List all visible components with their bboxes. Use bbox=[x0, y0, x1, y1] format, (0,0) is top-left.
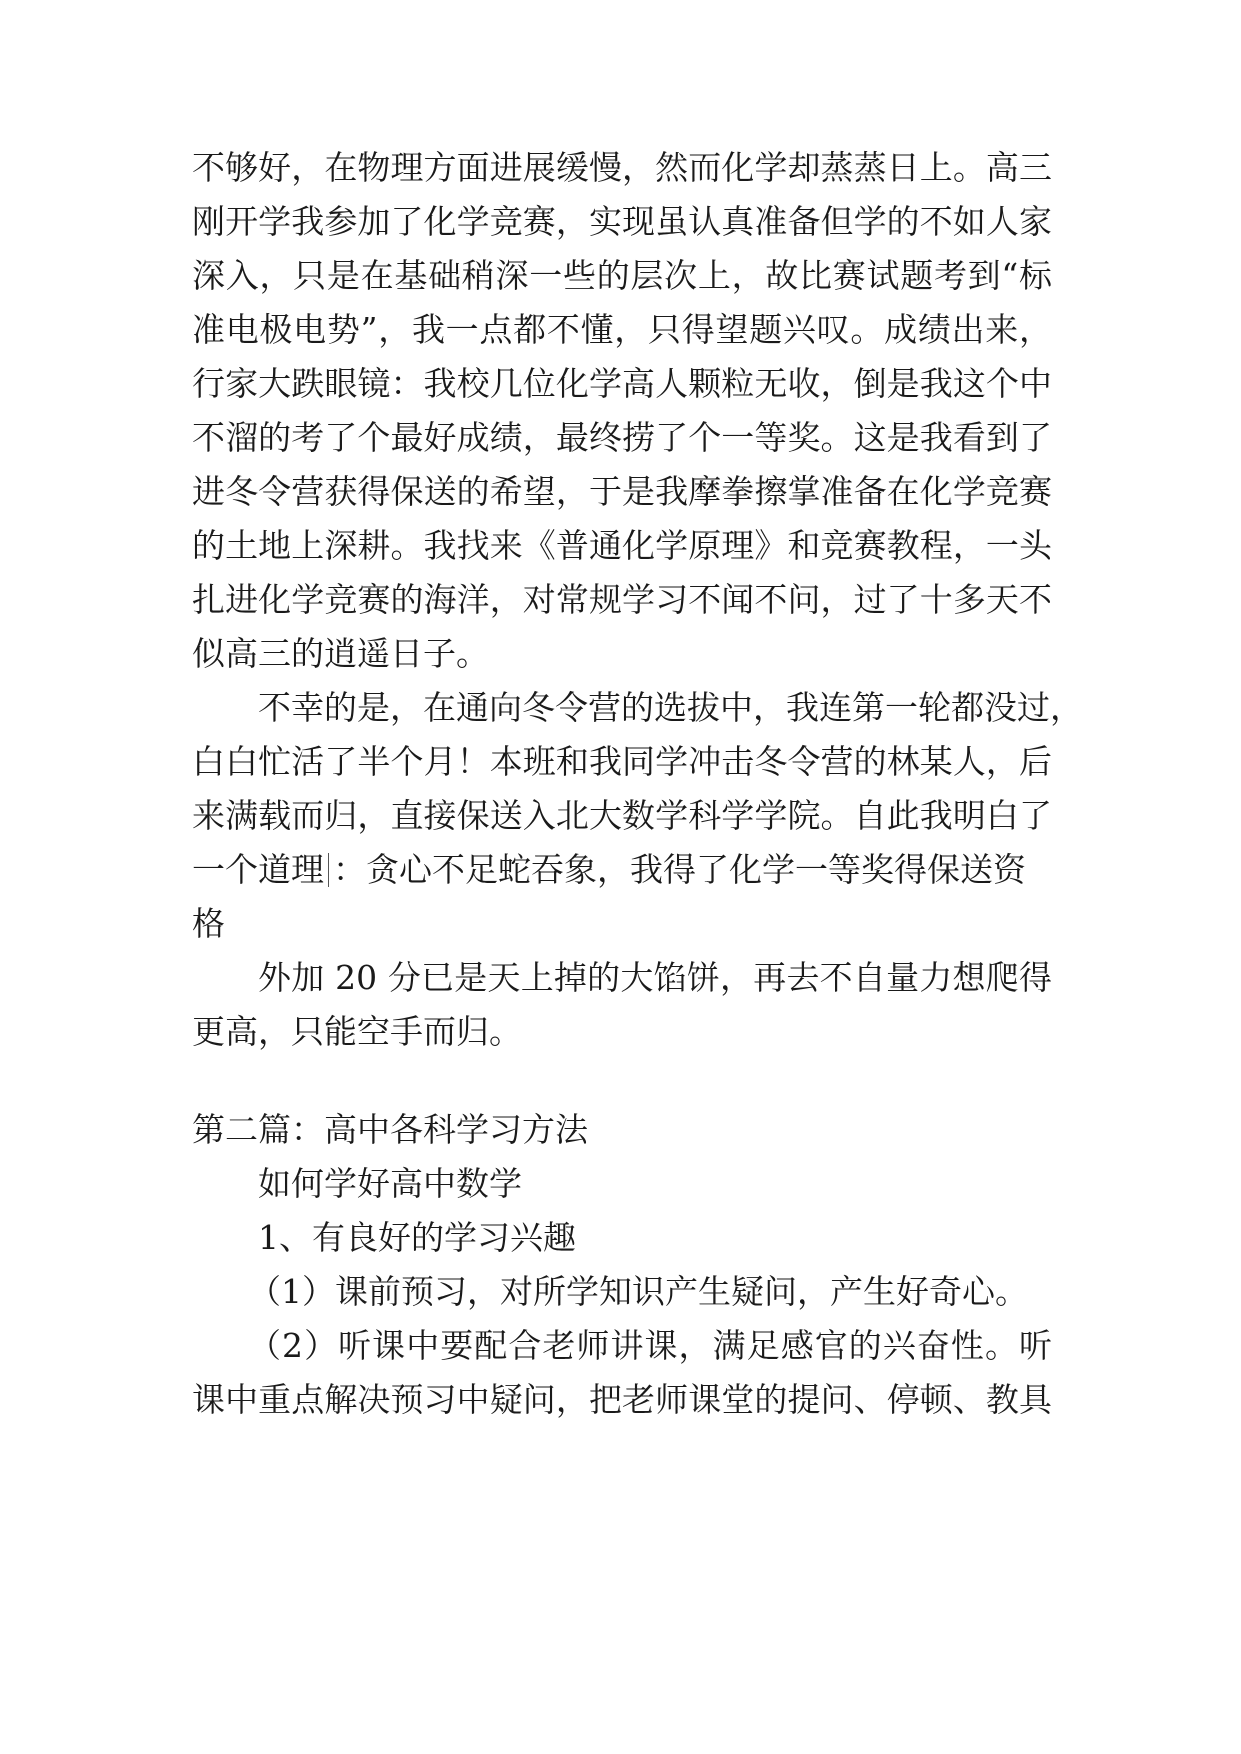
paragraph1-line: 不够好，在物理方面进展缓慢，然而化学却蒸蒸日上。高三 bbox=[192, 148, 1052, 187]
sub-list-item: （2）听课中要配合老师讲课，满足感官的兴奋性。听 bbox=[248, 1326, 1052, 1365]
paragraph1-line: 的土地上深耕。我找来《普通化学原理》和竞赛教程，一头 bbox=[192, 526, 1052, 565]
paragraph1-line: 准电极电势”，我一点都不懂，只得望题兴叹。成绩出来， bbox=[192, 310, 1052, 349]
paragraph2-line: 格 bbox=[192, 904, 225, 943]
paragraph3-line: 外加 20 分已是天上掉的大馅饼，再去不自量力想爬得 bbox=[258, 958, 1052, 997]
paragraph1-line: 不溜的考了个最好成绩，最终捞了个一等奖。这是我看到了 bbox=[192, 418, 1052, 457]
paragraph1-line: 进冬令营获得保送的希望，于是我摩拳擦掌准备在化学竞赛 bbox=[192, 472, 1052, 511]
paragraph2-line: 不幸的是，在通向冬令营的选拔中，我连第一轮都没过， bbox=[258, 688, 1083, 727]
paragraph1-line: 深入，只是在基础稍深一些的层次上，故比赛试题考到“标 bbox=[192, 256, 1052, 295]
paragraph2-line-end: ：贪心不足蛇吞象，我得了化学一等奖得保送资 bbox=[333, 850, 1026, 889]
section-heading: 第二篇：高中各科学习方法 bbox=[192, 1110, 588, 1149]
paragraph2-line: 来满载而归，直接保送入北大数学科学学院。自此我明白了 bbox=[192, 796, 1052, 835]
paragraph1-line: 似高三的逍遥日子。 bbox=[192, 634, 489, 673]
paragraph2-line-with-cursor bbox=[192, 850, 1052, 890]
paragraph1-line: 行家大跌眼镜：我校几位化学高人颗粒无收，倒是我这个中 bbox=[192, 364, 1052, 403]
paragraph2-line-start: 一个道理 bbox=[192, 850, 324, 889]
text-cursor bbox=[328, 853, 329, 887]
paragraph3-line: 更高，只能空手而归。 bbox=[192, 1012, 522, 1051]
paragraph1-line: 扎进化学竞赛的海洋，对常规学习不闻不问，过了十多天不 bbox=[192, 580, 1052, 619]
list-item: 1、有良好的学习兴趣 bbox=[258, 1218, 576, 1257]
sub-list-item: （1）课前预习，对所学知识产生疑问，产生好奇心。 bbox=[248, 1272, 1028, 1311]
sub-list-item-continuation: 课中重点解决预习中疑问，把老师课堂的提问、停顿、教具 bbox=[192, 1380, 1052, 1419]
paragraph1-line: 刚开学我参加了化学竞赛，实现虽认真准备但学的不如人家 bbox=[192, 202, 1052, 241]
section-subheading: 如何学好高中数学 bbox=[258, 1164, 522, 1203]
paragraph2-line: 白白忙活了半个月！本班和我同学冲击冬令营的林某人，后 bbox=[192, 742, 1052, 781]
